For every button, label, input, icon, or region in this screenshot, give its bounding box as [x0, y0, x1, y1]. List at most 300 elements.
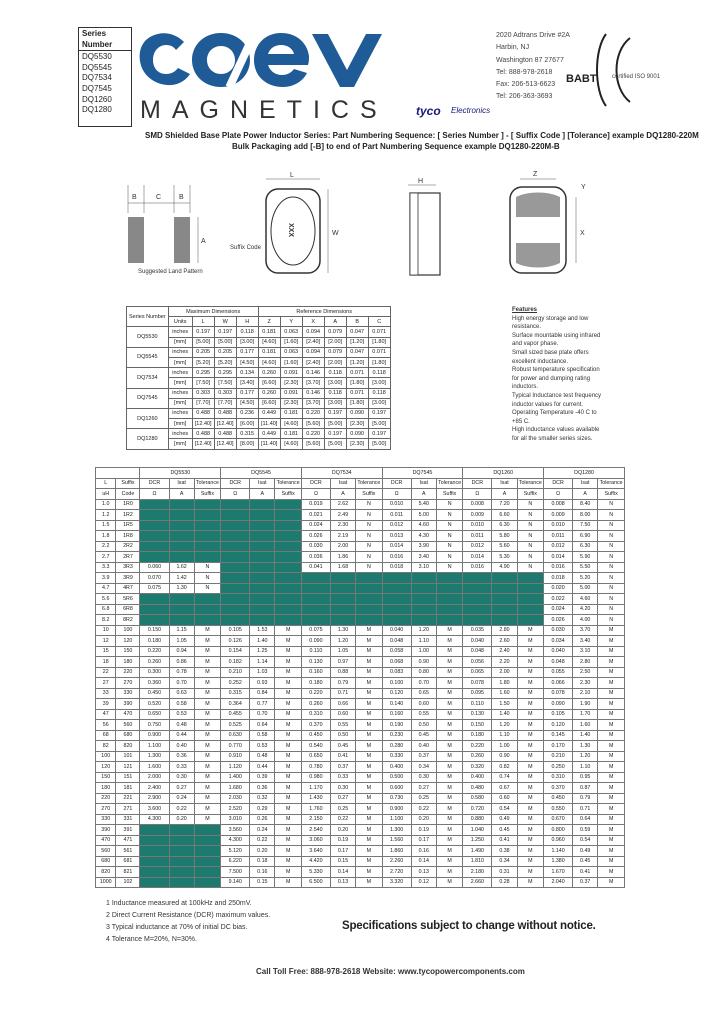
spec-cell [517, 594, 543, 605]
spec-cell: M [598, 804, 625, 815]
spec-cell: 0.19 [330, 835, 355, 846]
spec-cell: 0.30 [411, 772, 436, 783]
spec-cell: 1.140 [544, 846, 573, 857]
param-unit: A [169, 489, 194, 500]
main-subheader-row [96, 478, 625, 489]
address-block [496, 30, 570, 104]
spec-cell: 0.900 [382, 804, 411, 815]
spec-cell: 1.10 [492, 730, 517, 741]
spec-cell: M [598, 667, 625, 678]
dim-cell: 0.090 [346, 429, 368, 439]
dim-cell: [3.00] [324, 398, 346, 408]
spec-cell: M [275, 730, 301, 741]
suffix-cell: 330 [116, 688, 140, 699]
spec-cell: M [436, 867, 462, 878]
spec-cell: M [598, 772, 625, 783]
spec-cell [275, 583, 301, 594]
suffix-cell: 150 [116, 646, 140, 657]
spec-cell [140, 520, 169, 531]
spec-cell: 0.048 [382, 636, 411, 647]
spec-cell [275, 562, 301, 573]
spec-cell: 0.018 [544, 573, 573, 584]
spec-cell [463, 583, 492, 594]
dim-cell: [11.40] [258, 439, 280, 449]
dim-cell: [5.00] [368, 419, 390, 429]
spec-cell [250, 594, 275, 605]
spec-cell: 0.019 [301, 499, 330, 510]
spec-cell [330, 573, 355, 584]
spec-cell: 1.10 [573, 762, 598, 773]
spec-cell: M [356, 804, 382, 815]
table-row [96, 636, 625, 647]
spec-cell: M [598, 657, 625, 668]
spec-cell: 0.455 [221, 709, 250, 720]
spec-cell: 0.13 [330, 877, 355, 888]
dim-cell: [12.40] [192, 439, 214, 449]
dim-cell: [2.00] [324, 337, 346, 347]
spec-cell: 0.24 [250, 825, 275, 836]
spec-cell: M [194, 720, 220, 731]
spec-cell: 1.100 [382, 814, 411, 825]
spec-cell: 1.30 [573, 741, 598, 752]
spec-cell: 0.370 [544, 783, 573, 794]
spec-cell: 0.110 [301, 646, 330, 657]
spec-cell: 1.50 [492, 699, 517, 710]
dim-header: Reference Dimensions [258, 307, 390, 317]
suffix-cell: 221 [116, 793, 140, 804]
table-row [96, 499, 625, 510]
table-row [96, 520, 625, 531]
dim-cell: 0.063 [280, 327, 302, 337]
param-unit: A [411, 489, 436, 500]
dim-c: C [156, 194, 162, 201]
spec-cell: 2.00 [330, 541, 355, 552]
spec-cell: 1.760 [301, 804, 330, 815]
spec-cell: 0.45 [411, 730, 436, 741]
spec-cell: 0.33 [169, 762, 194, 773]
dim-cell: 0.197 [192, 327, 214, 337]
dim-cell: [2.30] [346, 439, 368, 449]
inductance-cell: 15 [96, 646, 116, 657]
dim-cell: 0.449 [258, 408, 280, 418]
dim-header-row [127, 307, 391, 317]
spec-cell: M [598, 688, 625, 699]
spec-cell: M [436, 751, 462, 762]
spec-cell: 0.36 [169, 751, 194, 762]
inductance-cell: 150 [96, 772, 116, 783]
spec-cell: 1.20 [330, 636, 355, 647]
spec-cell [221, 541, 250, 552]
dim-cell: [2.30] [346, 419, 368, 429]
spec-cell: 0.15 [330, 856, 355, 867]
spec-cell: 0.016 [463, 562, 492, 573]
spec-cell [275, 573, 301, 584]
spec-cell: 0.550 [544, 804, 573, 815]
spec-cell: 4.00 [573, 615, 598, 626]
spec-cell: 0.250 [544, 762, 573, 773]
inductance-cell: 12 [96, 636, 116, 647]
suffix-cell: 561 [116, 846, 140, 857]
spec-cell: M [356, 699, 382, 710]
spec-cell: 0.016 [382, 552, 411, 563]
spec-cell: 0.64 [250, 720, 275, 731]
spec-cell: M [436, 856, 462, 867]
table-row [96, 867, 625, 878]
inductance-cell: 56 [96, 720, 116, 731]
spec-cell: 2.400 [140, 783, 169, 794]
dim-cell: [3.70] [302, 378, 324, 388]
spec-cell: M [436, 709, 462, 720]
spec-cell: 1.62 [169, 562, 194, 573]
spec-cell: 0.32 [250, 793, 275, 804]
spec-cell [382, 583, 411, 594]
spec-cell: 0.650 [301, 751, 330, 762]
spec-cell: 0.77 [250, 699, 275, 710]
spec-cell [140, 541, 169, 552]
inductance-cell: 100 [96, 751, 116, 762]
inductance-cell: 1000 [96, 877, 116, 888]
spec-cell: 0.058 [382, 646, 411, 657]
spec-cell [140, 867, 169, 878]
inductance-cell: 180 [96, 783, 116, 794]
tyco-logo: tyco [416, 104, 441, 118]
spec-cell: M [436, 730, 462, 741]
spec-cell: 1.170 [301, 783, 330, 794]
spec-cell: 0.011 [544, 531, 573, 542]
spec-cell: M [598, 814, 625, 825]
spec-cell: 3.90 [411, 541, 436, 552]
param-unit: A [330, 489, 355, 500]
spec-cell: 0.16 [250, 867, 275, 878]
table-row [96, 531, 625, 542]
series-header: DQ7534 [301, 468, 382, 479]
dim-cell: 0.177 [236, 347, 258, 357]
spec-cell [492, 573, 517, 584]
spec-cell [194, 520, 220, 531]
spec-cell [221, 552, 250, 563]
spec-cell: 0.49 [573, 846, 598, 857]
dim-cell: [1.60] [280, 357, 302, 367]
spec-cell: N [356, 541, 382, 552]
spec-cell: 0.45 [492, 825, 517, 836]
spec-cell: 2.520 [221, 804, 250, 815]
suffix-cell: 121 [116, 762, 140, 773]
spec-cell: M [275, 720, 301, 731]
spec-cell: 0.310 [544, 772, 573, 783]
dim-cell: 0.071 [368, 327, 390, 337]
dim-subheader: Units [168, 317, 192, 327]
spec-cell: 0.011 [382, 510, 411, 521]
spec-cell: 0.58 [250, 730, 275, 741]
spec-cell: 5.80 [492, 531, 517, 542]
param-unit: Suffix [275, 489, 301, 500]
spec-cell [169, 541, 194, 552]
spec-cell: 3.10 [411, 562, 436, 573]
spec-cell: 0.90 [492, 751, 517, 762]
dim-cell: [4.50] [236, 398, 258, 408]
spec-cell: M [517, 720, 543, 731]
spec-cell: M [194, 772, 220, 783]
table-row [96, 762, 625, 773]
dim-z: Z [533, 171, 538, 178]
spec-cell: 0.525 [221, 720, 250, 731]
spec-cell: M [275, 636, 301, 647]
spec-cell [169, 877, 194, 888]
spec-cell: 1.10 [411, 636, 436, 647]
spec-cell: M [356, 657, 382, 668]
spec-cell: 0.960 [544, 835, 573, 846]
param-header: DCR [301, 478, 330, 489]
dim-cell: [mm] [168, 439, 192, 449]
dim-cell: inches [168, 408, 192, 418]
spec-cell [250, 573, 275, 584]
spec-cell: N [436, 552, 462, 563]
spec-cell [275, 594, 301, 605]
spec-cell: 0.18 [250, 856, 275, 867]
spec-cell: 1.600 [140, 762, 169, 773]
table-row [96, 751, 625, 762]
dim-cell: 0.449 [258, 429, 280, 439]
spec-cell: 0.026 [544, 615, 573, 626]
footnotes [106, 898, 270, 946]
spec-cell [436, 594, 462, 605]
dim-cell: 0.260 [258, 368, 280, 378]
spec-cell [250, 520, 275, 531]
spec-cell: 0.980 [301, 772, 330, 783]
spec-cell: 0.364 [221, 699, 250, 710]
address-line: Harbin, NJ [496, 44, 530, 52]
spec-cell [463, 604, 492, 615]
spec-cell: N [356, 552, 382, 563]
spec-cell [194, 615, 220, 626]
spec-cell [275, 615, 301, 626]
dim-cell: 0.236 [236, 408, 258, 418]
dim-cell: [3.40] [236, 378, 258, 388]
spec-cell [411, 615, 436, 626]
inductance-cell: 120 [96, 762, 116, 773]
inductance-cell: 3.3 [96, 562, 116, 573]
spec-cell [140, 531, 169, 542]
spec-cell [436, 583, 462, 594]
table-row [96, 772, 625, 783]
spec-cell: 0.035 [463, 625, 492, 636]
spec-cell: 0.59 [573, 825, 598, 836]
series-number-box [78, 27, 132, 127]
spec-cell: 2.030 [221, 793, 250, 804]
table-row [96, 646, 625, 657]
table-row [96, 783, 625, 794]
spec-cell [356, 604, 382, 615]
param-header: Tolerance [517, 478, 543, 489]
dim-row [127, 327, 391, 337]
dim-cell: inches [168, 368, 192, 378]
spec-cell: 0.79 [573, 793, 598, 804]
spec-cell: M [194, 741, 220, 752]
spec-cell: M [436, 772, 462, 783]
spec-cell: 0.48 [169, 720, 194, 731]
param-header: Tolerance [436, 478, 462, 489]
param-unit: Ω [463, 489, 492, 500]
spec-cell: M [517, 877, 543, 888]
spec-cell: 0.22 [250, 835, 275, 846]
inductance-cell: 10 [96, 625, 116, 636]
spec-cell [169, 825, 194, 836]
spec-cell [194, 510, 220, 521]
feature-item: Small sized base plate offers excellent inductance. [512, 349, 589, 365]
spec-cell [517, 583, 543, 594]
inductance-cell: 82 [96, 741, 116, 752]
spec-cell: 0.22 [411, 804, 436, 815]
spec-cell [221, 573, 250, 584]
spec-cell: 0.008 [463, 499, 492, 510]
spec-cell: M [275, 846, 301, 857]
spec-cell: 8.40 [573, 499, 598, 510]
spec-cell: 5.20 [573, 573, 598, 584]
suffix-cell: 100 [116, 625, 140, 636]
inductance-cell: 2.7 [96, 552, 116, 563]
dim-cell: [mm] [168, 357, 192, 367]
spec-cell: 1.810 [463, 856, 492, 867]
spec-cell [221, 510, 250, 521]
inductance-cell: 68 [96, 730, 116, 741]
spec-cell: M [356, 751, 382, 762]
heading-line-2: Bulk Packaging add [-B] to end of Part Numbering Sequence example DQ1280-220M-B [232, 142, 560, 151]
spec-cell: 0.014 [544, 552, 573, 563]
spec-cell [221, 604, 250, 615]
spec-cell: 0.182 [221, 657, 250, 668]
dim-cell: 0.063 [280, 347, 302, 357]
dim-row [127, 408, 391, 418]
spec-cell: N [194, 562, 220, 573]
spec-cell [301, 583, 330, 594]
spec-cell: 0.71 [573, 804, 598, 815]
spec-cell: M [598, 835, 625, 846]
feature-item: Surface mountable using infrared and vapor phase. [512, 332, 601, 348]
spec-cell: M [194, 814, 220, 825]
spec-cell: 1.90 [573, 699, 598, 710]
spec-cell: N [598, 594, 625, 605]
spec-cell: 0.036 [301, 552, 330, 563]
dim-cell: [5.60] [302, 439, 324, 449]
spec-cell: 4.30 [411, 531, 436, 542]
param-unit: A [573, 489, 598, 500]
spec-cell: M [194, 667, 220, 678]
dim-cell: 0.197 [368, 408, 390, 418]
marking-code: XXX [287, 223, 294, 238]
spec-cell [250, 615, 275, 626]
spec-cell: 0.090 [301, 636, 330, 647]
inductance-cell: 470 [96, 835, 116, 846]
param-unit: Ω [544, 489, 573, 500]
spec-cell: 0.66 [330, 699, 355, 710]
spec-cell [275, 552, 301, 563]
spec-cell: 0.20 [169, 814, 194, 825]
spec-cell: 0.008 [544, 499, 573, 510]
table-row [96, 510, 625, 521]
spec-cell: 1.100 [140, 741, 169, 752]
spec-cell: 0.34 [492, 856, 517, 867]
spec-cell: M [275, 762, 301, 773]
table-row [96, 835, 625, 846]
features-title: Features [512, 307, 538, 313]
spec-cell: N [356, 531, 382, 542]
spec-cell: 0.82 [492, 762, 517, 773]
series-box-item: DQ7534 [82, 73, 112, 83]
spec-cell: 0.190 [382, 720, 411, 731]
spec-cell: M [194, 783, 220, 794]
dim-subheader: X [302, 317, 324, 327]
spec-cell: M [436, 657, 462, 668]
spec-cell [194, 552, 220, 563]
spec-cell: M [436, 877, 462, 888]
spec-cell: 0.022 [544, 594, 573, 605]
spec-cell: 0.97 [330, 657, 355, 668]
spec-cell: 0.220 [140, 646, 169, 657]
spec-cell: M [194, 804, 220, 815]
dim-cell: 0.295 [214, 368, 236, 378]
spec-cell: 0.19 [411, 825, 436, 836]
spec-cell: M [598, 625, 625, 636]
spec-cell: M [598, 709, 625, 720]
spec-cell: 8.00 [573, 510, 598, 521]
dim-cell: inches [168, 429, 192, 439]
spec-cell [221, 594, 250, 605]
spec-cell [356, 573, 382, 584]
spec-cell: M [356, 625, 382, 636]
param-header: DCR [140, 478, 169, 489]
spec-cell: 0.770 [221, 741, 250, 752]
spec-cell: 0.014 [382, 541, 411, 552]
spec-cell: 2.19 [330, 531, 355, 542]
inductance-cell: 33 [96, 688, 116, 699]
spec-cell: 0.310 [301, 709, 330, 720]
heading-line-1: SMD Shielded Base Plate Power Inductor Series: Part Numbering Sequence: [ Series Number ] - [ Suffix Code ] [Tolerance] example DQ1280-220M [145, 131, 699, 140]
spec-cell: 0.252 [221, 678, 250, 689]
dim-header: Series Number [127, 307, 169, 327]
spec-cell [382, 594, 411, 605]
spec-cell: 0.500 [382, 772, 411, 783]
spec-cell: 0.22 [169, 804, 194, 815]
spec-cell [250, 583, 275, 594]
spec-cell [492, 583, 517, 594]
tyco-electronics-label: Electronics [451, 106, 491, 115]
suffix-cell: 390 [116, 699, 140, 710]
param-header: Isat [411, 478, 436, 489]
suffix-cell: 471 [116, 835, 140, 846]
spec-cell: M [517, 856, 543, 867]
param-header: DCR [463, 478, 492, 489]
spec-cell: 0.220 [463, 741, 492, 752]
inductance-cell: 5.6 [96, 594, 116, 605]
dimensions-table [126, 306, 391, 450]
table-row [96, 541, 625, 552]
spec-cell: 1.490 [463, 846, 492, 857]
spec-cell: N [517, 499, 543, 510]
spec-cell: 0.370 [301, 720, 330, 731]
param-unit: A [492, 489, 517, 500]
spec-cell: 0.009 [544, 510, 573, 521]
spec-cell: 0.750 [140, 720, 169, 731]
col-l-unit: uH [96, 489, 116, 500]
spec-cell [140, 835, 169, 846]
spec-cell: M [356, 762, 382, 773]
spec-cell: N [598, 531, 625, 542]
spec-cell [194, 604, 220, 615]
spec-cell: M [275, 657, 301, 668]
spec-cell: M [275, 688, 301, 699]
dim-cell: [3.70] [302, 398, 324, 408]
suffix-cell: 5R6 [116, 594, 140, 605]
